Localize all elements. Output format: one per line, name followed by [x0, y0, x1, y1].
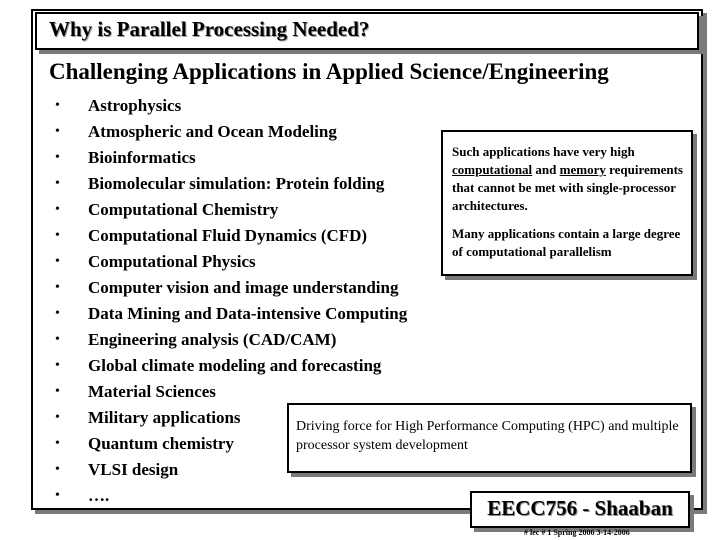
list-item [55, 119, 407, 145]
course-label: EECC756 - Shaaban [487, 496, 673, 520]
list-item-label: Computational Physics [88, 252, 256, 271]
bullet-icon: • [55, 358, 60, 373]
list-item [55, 145, 407, 171]
bullet-icon: • [55, 462, 60, 477]
list-item-label: Computer vision and image understanding [88, 278, 399, 297]
course-badge [470, 491, 690, 528]
list-item-label: Computational Fluid Dynamics (CFD) [88, 226, 368, 245]
bullet-icon: • [55, 384, 60, 399]
hpc-callout [287, 403, 692, 473]
requirements-callout [441, 130, 693, 276]
list-item-label: VLSI design [88, 460, 179, 479]
bullet-icon: • [55, 332, 60, 347]
list-item-label: Atmospheric and Ocean Modeling [88, 122, 337, 141]
list-item-label: Astrophysics [88, 96, 182, 115]
requirements-text [452, 143, 686, 215]
list-item [55, 93, 407, 119]
memory-underlined: memory [559, 162, 606, 177]
list-item [55, 483, 407, 509]
bullet-icon: • [55, 436, 60, 451]
hpc-text: Driving force for High Performance Computing (HPC) and multiple processor system development [296, 419, 679, 453]
list-item-label: Material Sciences [88, 382, 216, 401]
bullet-icon: • [55, 280, 60, 295]
bullet-icon: • [55, 254, 60, 269]
requirements-text-part: Such applications have very high [452, 144, 635, 159]
list-item-label: Engineering analysis (CAD/CAM) [88, 330, 337, 349]
list-item [55, 223, 407, 249]
list-item-label: Data Mining and Data-intensive Computing [88, 304, 408, 323]
list-item-label: …. [88, 486, 110, 505]
list-item [55, 353, 407, 379]
parallelism-text: Many applications contain a large degree of computational parallelism [452, 226, 681, 259]
bullet-icon: • [55, 306, 60, 321]
list-item-label: Global climate modeling and forecasting [88, 356, 382, 375]
list-item [55, 171, 407, 197]
list-item-label: Quantum chemistry [88, 434, 234, 453]
list-item [55, 275, 407, 301]
computational-underlined: computational [452, 162, 533, 177]
list-item-label: Biomolecular simulation: Protein folding [88, 174, 385, 193]
bullet-icon: • [55, 150, 60, 165]
slide-title: Why is Parallel Processing Needed? [49, 17, 370, 41]
list-item [55, 197, 407, 223]
bullet-icon: • [55, 228, 60, 243]
bullet-icon: • [55, 410, 60, 425]
list-item [55, 379, 407, 405]
requirements-text-part: and [532, 162, 560, 177]
bullet-icon: • [55, 98, 60, 113]
list-item [55, 301, 407, 327]
requirements-text-part: requirements that cannot be met with single-processor architectures. [452, 162, 683, 213]
list-item-label: Bioinformatics [88, 148, 196, 167]
title-box [35, 12, 699, 50]
bullet-icon: • [55, 202, 60, 217]
list-item-label: Military applications [88, 408, 241, 427]
list-item-label: Computational Chemistry [88, 200, 279, 219]
slide-footer: # lec # 1 Spring 2006 3-14-2006 [524, 528, 630, 537]
list-item [55, 327, 407, 353]
list-item [55, 249, 407, 275]
bullet-icon: • [55, 176, 60, 191]
slide-subtitle: Challenging Applications in Applied Science/Engineering [49, 59, 609, 84]
bullet-icon: • [55, 124, 60, 139]
bullet-icon: • [55, 488, 60, 503]
